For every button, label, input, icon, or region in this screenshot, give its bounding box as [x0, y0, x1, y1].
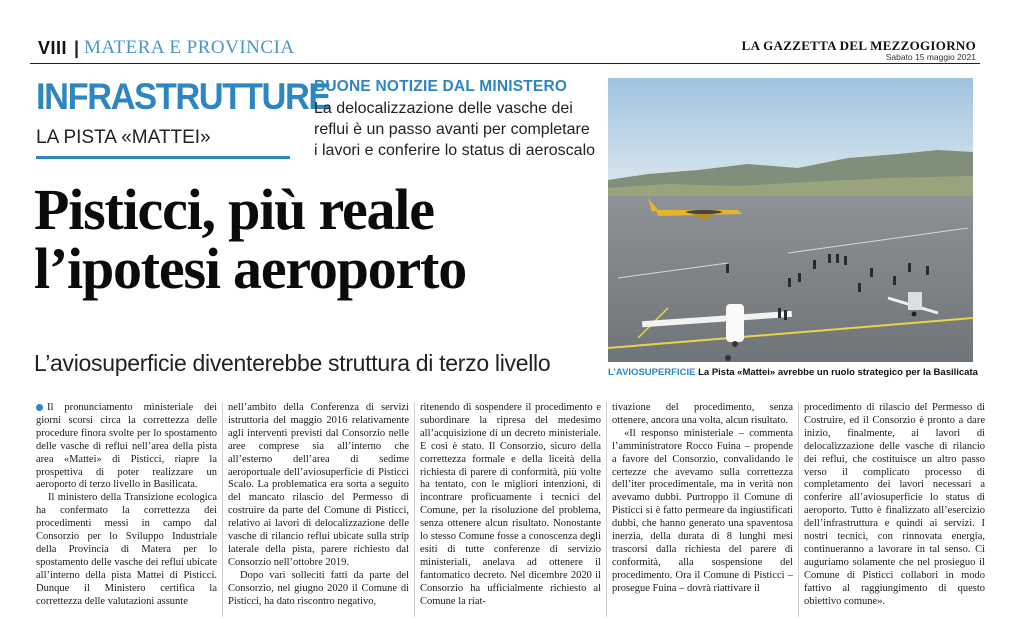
header-separator: | — [74, 38, 80, 58]
paragraph: Dopo vari solleciti fatti da parte del Consorzio, nel giugno 2020 il Comune di Pisticci, ha dato riscontro negativo, — [228, 569, 409, 607]
article-column-1 — [36, 402, 217, 609]
kicker-underline — [36, 156, 290, 159]
newspaper-name: LA GAZZETTA DEL MEZZOGIORNO — [741, 38, 976, 53]
column-divider — [414, 402, 415, 617]
paragraph: ritenendo di sospendere il procedimento e subordinare la ripresa del medesimo all’acquisizione di un decreto ministeriale. E così è stato. Il Consorzio, sicuro della correttezza formale e della liceità della richiesta di parere di conformità, più volte ha tentato, con le migliori intenzioni, di incontrare proficuamente i tecnici del Comune, per la risoluzione del problema, senza ottenere alcun risultato. Nonostante lo stesso Comune fosse a conoscenza degli esiti di tutte conferenze di servizio ministeriali, anelava ad ottenere il fantomatico decreto. Nel dicembre 2020 il Consorzio ha ufficialmente richiesto al Comune la riat- — [420, 402, 601, 607]
box-title: BUONE NOTIZIE DAL MINISTERO — [314, 78, 568, 95]
paragraph: procedimento di rilascio del Permesso di Costruire, ed il Consorzio è pronto a dare inizio, finalmente, ai lavori di delocalizzazione delle vasche di rilancio dei reflui, che costituisce un altro passo verso il complicato processo di completamento dei lavori necessari a conferire all’aviosuperficie lo status di aeroporto. Tutto è finalizzato all’esercizio dell’infrastruttura e quindi ai servizi. I nostri tecnici, con rinnovata energia, continueranno a lavorare in tal senso. Ci auguriamo solamente che nel prosieguo il Comune di Pisticci collabori in modo fattivo al raggiungimento di questo obiettivo comune». — [804, 402, 985, 607]
column-divider — [798, 402, 799, 617]
page-header — [30, 38, 980, 64]
photo-caption — [608, 367, 988, 378]
headline-line-2: l’ipotesi aeroporto — [34, 236, 466, 301]
box-text — [314, 98, 604, 161]
caption-tag: L’AVIOSUPERFICIE — [608, 367, 696, 378]
box-text-line: reflui è un passo avanti per completare — [314, 121, 590, 138]
paragraph: Il pronunciamento ministeriale dei giorni scorsi circa la correttezza delle procedure finora svolte per lo spostamento delle vasche di reflui nell’area della pista area «Mattei» di Pisticci, riapre la prospettiva di poter realizzare un aeroporto di terzo livello in Basilicata. — [36, 402, 217, 491]
kicker-subtitle: LA PISTA «MATTEI» — [36, 127, 211, 148]
caption-text: La Pista «Mattei» avrebbe un ruolo strategico per la Basilicata — [695, 367, 978, 378]
paragraph: nell’ambito della Conferenza di servizi istruttoria del maggio 2016 relativamente agli interventi previsti dal Consorzio nelle aree comprese sia all’interno che all’esterno dell’area di sedime aeroportuale dell’aviosuperficie di Pisticci Scalo. La problematica era sorta a seguito del mancato rilascio del Permesso di costruire da parte del Comune di Pisticci, relativo ai lavori di delocalizzazione delle vasche di rilancio reflui ubicate sulla strip laterale della pista, parere richiesto dal Consorzio nell’ottobre 2019. — [228, 402, 409, 568]
box-text-line: La delocalizzazione delle vasche dei — [314, 100, 573, 117]
paragraph: «Il responso ministeriale – commenta l’amministratore Rocco Fuina – propende a favore del Consorzio, convalidando le certezze che avevamo sulla correttezza dell’iter procedimentale, ma in verità non avevamo dubbi. Purtroppo il Comune di Pisticci si è fatto permeare da ingiustificati dubbi, che hanno generato una spaventosa inerzia, della durata di 8 lunghi mesi trascorsi dalla richiesta del parere di conformità, alla sospensione del procedimento. Ora il Comune di Pisticci – prosegue Fuina – dovrà riattivare il — [612, 427, 793, 594]
article-column-3 — [420, 402, 601, 609]
headline-line-1: Pisticci, più reale — [34, 177, 434, 242]
airfield-illustration — [608, 78, 973, 362]
article-column-4 — [612, 402, 793, 596]
article-column-2 — [228, 402, 409, 609]
page-number: VIII — [38, 38, 68, 58]
paragraph: Il ministero della Transizione ecologica ha confermato la correttezza dei procedimenti messi in campo dal Consorzio per lo Sviluppo Industriale della Provincia di Matera per lo spostamento delle vasche dei reflui ubicate all’interno della pista Mattei di Pisticci. Dunque il Ministero certifica la correttezza delle valutazioni assunte — [36, 492, 217, 607]
paragraph: tivazione del procedimento, senza ottenere, ancora una volta, alcun risultato. — [612, 402, 793, 426]
column-divider — [606, 402, 607, 617]
bullet-dot-icon — [36, 404, 43, 411]
article-column-5 — [804, 402, 985, 609]
box-text-line: i lavori e conferire lo status di aeroscalo — [314, 142, 596, 159]
issue-date: Sabato 15 maggio 2021 — [885, 52, 976, 62]
airfield-photo — [608, 78, 973, 362]
kicker-title: INFRASTRUTTURE — [36, 76, 330, 117]
column-divider — [222, 402, 223, 617]
headline — [34, 177, 466, 301]
section-name: MATERA E PROVINCIA — [84, 37, 295, 58]
subheadline: L’aviosuperficie diventerebbe struttura di terzo livello — [34, 350, 551, 376]
